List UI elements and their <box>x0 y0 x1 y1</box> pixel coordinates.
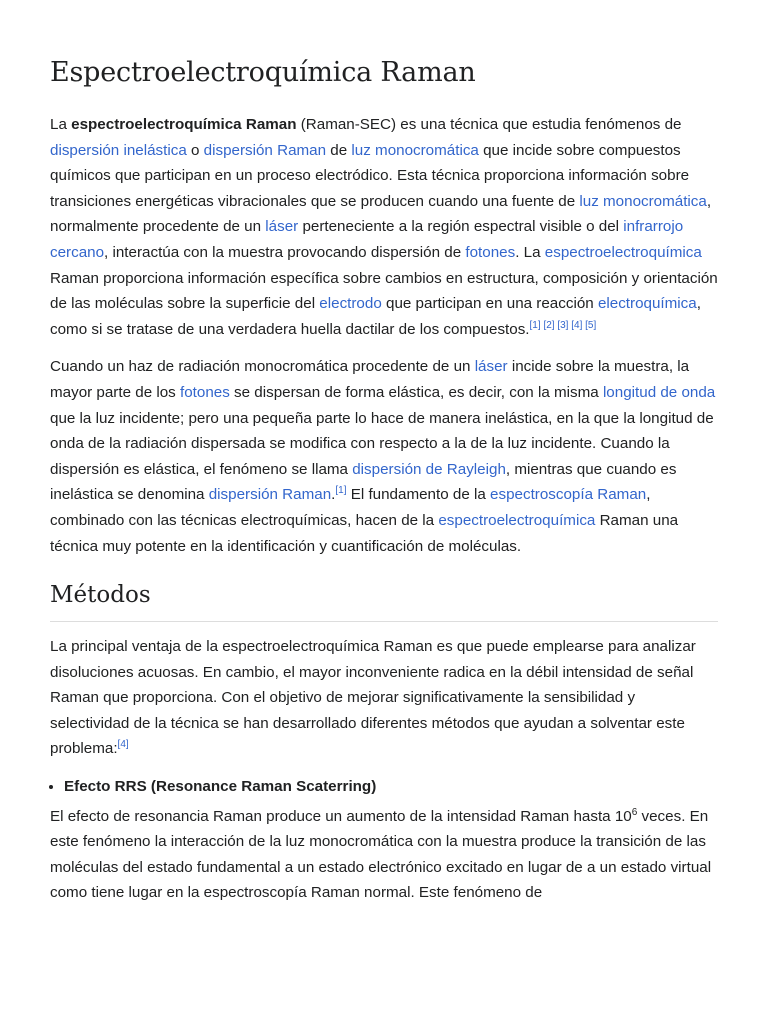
text: , combinado con las técnicas electroquímicas, hacen de la <box>50 486 651 529</box>
link-dispersion-rayleigh[interactable]: dispersión de Rayleigh <box>352 460 506 478</box>
link-electroquimica[interactable]: electroquímica <box>597 295 697 313</box>
citation-ref <box>335 485 346 496</box>
section-heading: Métodos <box>50 579 718 622</box>
ref-link-5[interactable]: [5] <box>585 319 597 331</box>
text: El efecto de resonancia Raman produce un aumento de la intensidad Raman hasta 10 <box>50 807 632 825</box>
bullet-title: Efecto RRS (Resonance Raman Scaterring) <box>64 778 377 796</box>
link-fotones[interactable]: fotones <box>465 243 516 261</box>
text: . <box>331 486 336 504</box>
text: que incide sobre compuestos químicos que participan en un proceso electródico. Esta técnica proporciona información sobre transiciones energéticas vibracionales que se producen cuando una fuente de <box>50 141 690 210</box>
citation-refs <box>530 320 597 331</box>
link-laser[interactable]: láser <box>265 218 299 236</box>
text: (Raman-SEC) es una técnica que estudia fenómenos de <box>296 116 682 133</box>
text: , como si se tratase de una verdadera huella dactilar de los compuestos. <box>50 295 701 338</box>
methods-list <box>50 774 718 800</box>
text: perteneciente a la región espectral visible o del <box>298 218 624 236</box>
ref-link-1b[interactable]: [1] <box>335 485 347 497</box>
ref-link-4b[interactable]: [4] <box>117 739 129 751</box>
link-infrarrojo-cercano[interactable]: infrarrojo cercano <box>50 218 684 261</box>
text: Raman una técnica muy potente en la identificación y cuantificación de moléculas. <box>50 511 679 555</box>
text: , interactúa con la muestra provocando dispersión de <box>104 243 466 261</box>
link-electrodo[interactable]: electrodo <box>319 295 382 313</box>
text: . La <box>515 243 545 261</box>
link-fotones-2[interactable]: fotones <box>180 383 230 401</box>
page-title: Espectroelectroquímica Raman <box>50 57 476 88</box>
text: de <box>326 141 352 159</box>
link-longitud-de-onda[interactable]: longitud de onda <box>602 383 716 401</box>
text: que la luz incidente; pero una pequeña parte lo hace de manera inelástica, en la que la longitud de onda de la radiación dispersada se modifica con respecto a la de la luz incidente. Cuando la dispersión es elástica, el fenómeno se llama <box>50 409 714 478</box>
text: que participan en una reacción <box>381 295 598 313</box>
text: La principal ventaja de la espectroelectroquímica Raman es que puede emplearse para analizar disoluciones acuosas. En cambio, el mayor inconveniente radica en la débil intensidad de señal Raman que proporciona. Con el objetivo de mejorar significativamente la sensibilidad y selectividad de la técnica se han desarrollado diferentes métodos que ayudan a solventar este problema: <box>50 638 696 758</box>
text: veces. En este fenómeno la interacción de la luz monocromática con la muestra produce la transición de las moléculas del estado fundamental a un estado electrónico excitado en lugar de a un estado virtual como tiene lugar en la espectroscopía Raman normal. Este fenómeno de <box>50 807 712 902</box>
text: El fundamento de la <box>346 486 491 504</box>
intro-paragraph <box>50 112 718 342</box>
link-dispersion-raman-2[interactable]: dispersión Raman <box>208 486 332 504</box>
link-espectroelectroquimica-2[interactable]: espectroelectroquímica <box>438 511 596 529</box>
link-dispersion-inelastica[interactable]: dispersión inelástica <box>50 141 187 159</box>
ref-link-3[interactable]: [3] <box>557 319 569 331</box>
text: La <box>50 116 72 133</box>
second-paragraph <box>50 354 718 559</box>
section-metodos <box>50 579 718 622</box>
text: Raman proporciona información específica sobre cambios en estructura, composición y orientación de las moléculas sobre la superficie del <box>50 269 718 313</box>
ref-link-4[interactable]: [4] <box>571 319 583 331</box>
rrs-paragraph <box>50 804 718 906</box>
citation-ref <box>118 739 129 750</box>
link-espectroelectroquimica[interactable]: espectroelectroquímica <box>544 243 702 261</box>
link-luz-monocromatica-2[interactable]: luz monocromática <box>579 192 707 210</box>
link-luz-monocromatica[interactable]: luz monocromática <box>351 141 479 159</box>
text: incide sobre la muestra, la mayor parte de los <box>50 358 690 401</box>
ref-link-1[interactable]: [1] <box>529 319 541 331</box>
bold-term: espectroelectroquímica Raman <box>71 116 297 133</box>
list-item <box>64 774 718 800</box>
exponent: 6 <box>631 806 638 818</box>
text: , mientras que cuando es inelástica se denomina <box>50 460 677 504</box>
text: Cuando un haz de radiación monocromática procedente de un <box>50 358 475 376</box>
link-laser-2[interactable]: láser <box>474 358 508 376</box>
text: , normalmente procedente de un <box>50 192 712 236</box>
text: o <box>186 141 204 159</box>
methods-paragraph <box>50 634 718 762</box>
article <box>50 54 718 918</box>
text: se dispersan de forma elástica, es decir, con la misma <box>229 383 603 401</box>
ref-link-2[interactable]: [2] <box>543 319 555 331</box>
link-dispersion-raman[interactable]: dispersión Raman <box>203 141 327 159</box>
link-espectroscopia-raman[interactable]: espectroscopía Raman <box>490 486 647 504</box>
